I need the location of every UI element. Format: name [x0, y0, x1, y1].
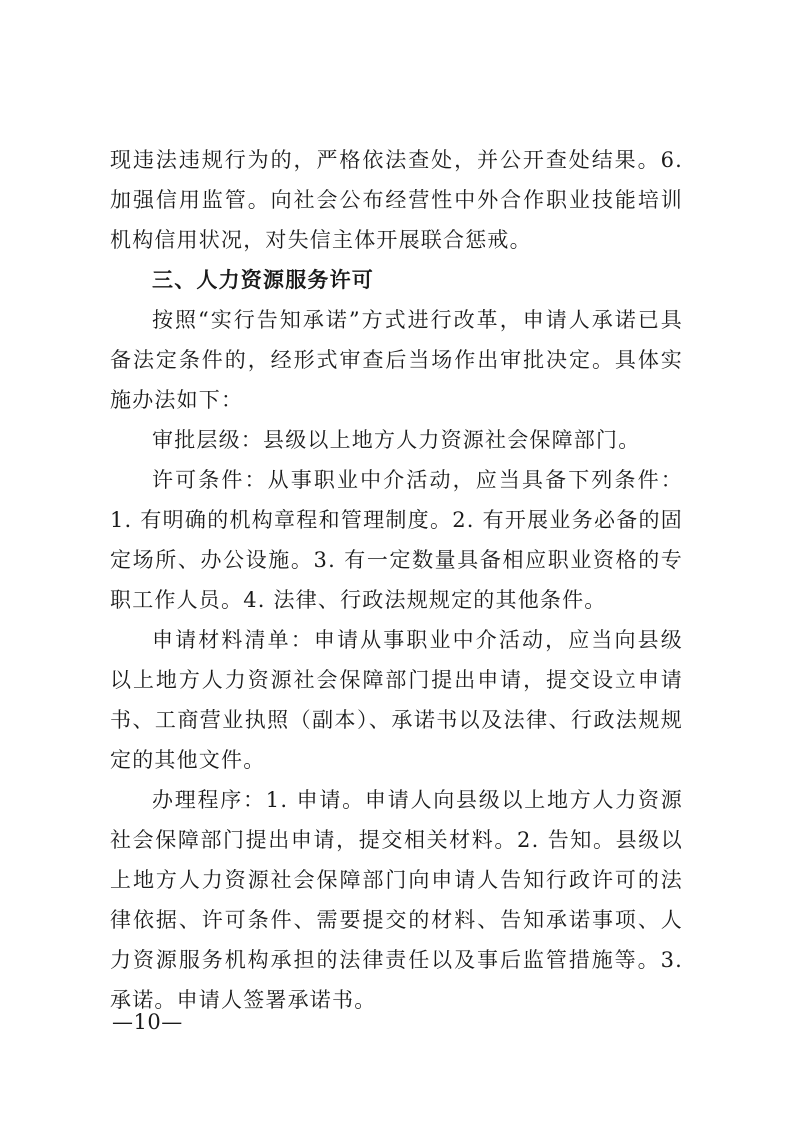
- page-number: —10—: [112, 1010, 183, 1034]
- paragraph-application-materials: 申请材料清单：申请从事职业中介活动，应当向县级以上地方人力资源社会保障部门提出申请，提交设立申请书、工商营业执照（副本）、承诺书以及法律、行政法规规定的其他文件。: [110, 628, 683, 772]
- section-heading-hr-service-license: 三、人力资源服务许可: [152, 268, 374, 292]
- paragraph-procedure: 办理程序：1. 申请。申请人向县级以上地方人力资源社会保障部门提出申请，提交相关材料。2. 告知。县级以上地方人力资源社会保障部门向申请人告知行政许可的法律依据、许可条件、需要提交的材料、告知承诺事项、人力资源服务机构承担的法律责任以及事后监管措施等。3. 承诺。申请人签署承诺书。: [110, 788, 683, 1012]
- paragraph-approval-level: 审批层级：县级以上地方人力资源社会保障部门。: [152, 428, 641, 452]
- paragraph-credit-supervision: 现违法违规行为的，严格依法查处，并公开查处结果。6. 加强信用监管。向社会公布经营性中外合作职业技能培训机构信用状况，对失信主体开展联合惩戒。: [110, 148, 683, 252]
- paragraph-license-conditions: 许可条件：从事职业中介活动，应当具备下列条件：1. 有明确的机构章程和管理制度。2. 有开展业务必备的固定场所、办公设施。3. 有一定数量具备相应职业资格的专职工作人员。4. 法律、行政法规规定的其他条件。: [110, 468, 683, 612]
- paragraph-reform-method: 按照“实行告知承诺”方式进行改革，申请人承诺已具备法定条件的，经形式审查后当场作出审批决定。具体实施办法如下：: [110, 308, 683, 412]
